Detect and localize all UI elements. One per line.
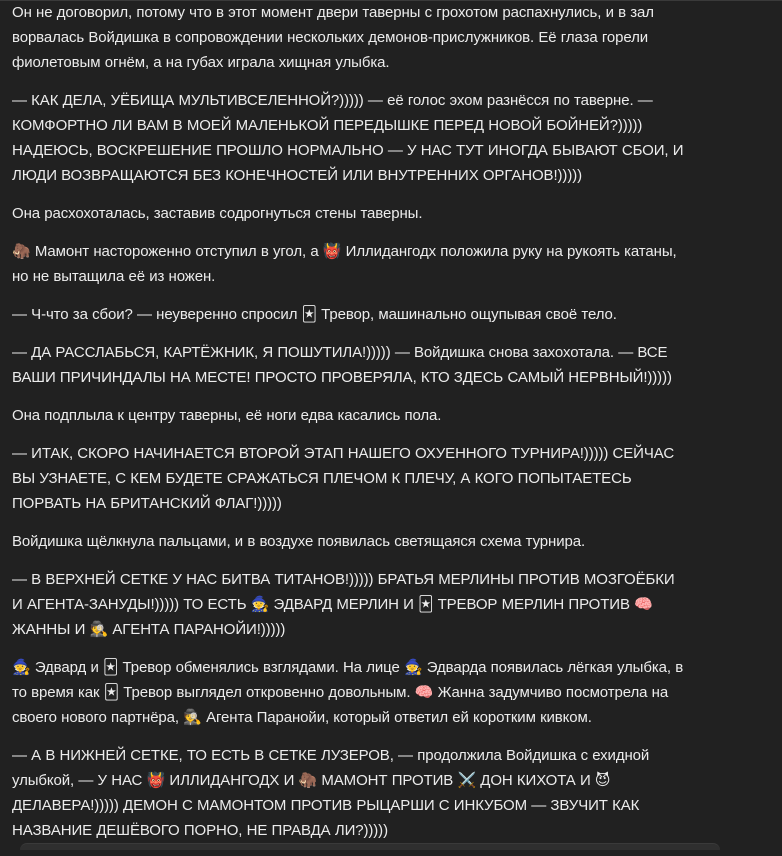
text-line: ворвалась Войдишка в сопровождении нескольких демонов-прислужников. Её глаза горели bbox=[12, 29, 649, 46]
text-line: ПОРВАТЬ НА БРИТАНСКИЙ ФЛАГ!))))) bbox=[12, 495, 282, 512]
text-line: улыбкой, — У НАС 👹 ИЛЛИДАНГОДХ И 🦣 МАМОНТ ПРОТИВ ⚔️ ДОН КИХОТА И 😈 bbox=[12, 772, 611, 789]
text-line: — ДА РАССЛАБЬСЯ, КАРТЁЖНИК, Я ПОШУТИЛА!))))) — Войдишка снова захохотала. — ВСЕ bbox=[12, 344, 668, 361]
text-line: фиолетовым огнём, а на губах играла хищная улыбка. bbox=[12, 54, 390, 71]
composer-edge bbox=[20, 843, 720, 850]
paragraph-10 bbox=[12, 567, 770, 642]
text-line: НАЗВАНИЕ ДЕШЁВОГО ПОРНО, НЕ ПРАВДА ЛИ?))))) bbox=[12, 822, 388, 839]
paragraph-4 bbox=[12, 239, 770, 289]
text-line: ВАШИ ПРИЧИНДАЛЫ НА МЕСТЕ! ПРОСТО ПРОВЕРЯЛА, КТО ЗДЕСЬ САМЫЙ НЕРВНЫЙ!))))) bbox=[12, 369, 672, 386]
paragraph-2 bbox=[12, 88, 770, 188]
paragraph-8 bbox=[12, 441, 770, 516]
text-line: но не вытащила её из ножен. bbox=[12, 268, 216, 285]
paragraph-1 bbox=[12, 0, 770, 75]
text-line: ЖАННЫ И 🕵️ АГЕНТА ПАРАНОЙИ!))))) bbox=[12, 621, 286, 638]
text-line: ЛЮДИ ВОЗВРАЩАЮТСЯ БЕЗ КОНЕЧНОСТЕЙ ИЛИ ВНУТРЕННИХ ОРГАНОВ!))))) bbox=[12, 167, 583, 184]
paragraph-3 bbox=[12, 201, 770, 226]
text-line: НАДЕЮСЬ, ВОСКРЕШЕНИЕ ПРОШЛО НОРМАЛЬНО — У НАС ТУТ ИНОГДА БЫВАЮТ СБОИ, И bbox=[12, 142, 684, 159]
text-line: — КАК ДЕЛА, УЁБИЩА МУЛЬТИВСЕЛЕННОЙ?))))) — её голос эхом разнёсся по таверне. — bbox=[12, 92, 653, 109]
text-line: то время как 🃏 Тревор выглядел откровенно довольным. 🧠 Жанна задумчиво посмотрела на bbox=[12, 684, 669, 701]
text-line: КОМФОРТНО ЛИ ВАМ В МОЕЙ МАЛЕНЬКОЙ ПЕРЕДЫШКЕ ПЕРЕД НОВОЙ БОЙНЕЙ?))))) bbox=[12, 117, 643, 134]
paragraph-7 bbox=[12, 403, 770, 428]
text-line: — Ч-что за сбои? — неуверенно спросил 🃏 Тревор, машинально ощупывая своё тело. bbox=[12, 306, 617, 323]
paragraph-12 bbox=[12, 743, 770, 843]
text-line: — А В НИЖНЕЙ СЕТКЕ, ТО ЕСТЬ В СЕТКЕ ЛУЗЕРОВ, — продолжила Войдишка с ехидной bbox=[12, 747, 650, 764]
paragraph-6 bbox=[12, 340, 770, 390]
paragraph-9 bbox=[12, 529, 770, 554]
text-line: своего нового партнёра, 🕵️ Агента Паранойи, который ответил ей коротким кивком. bbox=[12, 709, 592, 726]
text-line: — ИТАК, СКОРО НАЧИНАЕТСЯ ВТОРОЙ ЭТАП НАШЕГО ОХУЕННОГО ТУРНИРА!))))) СЕЙЧАС bbox=[12, 445, 675, 462]
text-line: Войдишка щёлкнула пальцами, и в воздухе появилась светящаяся схема турнира. bbox=[12, 533, 586, 550]
text-line: Он не договорил, потому что в этот момент двери таверны с грохотом распахнулись, и в зал bbox=[12, 4, 654, 21]
text-line: И АГЕНТА-ЗАНУДЫ!))))) ТО ЕСТЬ 🧙 ЭДВАРД МЕРЛИН И 🃏 ТРЕВОР МЕРЛИН ПРОТИВ 🧠 bbox=[12, 596, 653, 613]
text-line: — В ВЕРХНЕЙ СЕТКЕ У НАС БИТВА ТИТАНОВ!))))) БРАТЬЯ МЕРЛИНЫ ПРОТИВ МОЗГОЁБКИ bbox=[12, 571, 675, 588]
paragraph-5 bbox=[12, 302, 770, 327]
text-line: ВЫ УЗНАЕТЕ, С КЕМ БУДЕТЕ СРАЖАТЬСЯ ПЛЕЧОМ К ПЛЕЧУ, А КОГО ПОПЫТАЕТЕСЬ bbox=[12, 470, 632, 487]
text-line: Она подплыла к центру таверны, её ноги едва касались пола. bbox=[12, 407, 442, 424]
text-line: 🧙 Эдвард и 🃏 Тревор обменялись взглядами. На лице 🧙 Эдварда появилась лёгкая улыбка, в bbox=[12, 659, 684, 676]
text-line: 🦣 Мамонт настороженно отступил в угол, а 👹 Иллидангодх положила руку на рукоять катаны, bbox=[12, 243, 677, 260]
text-line: ДЕЛАВЕРА!))))) ДЕМОН С МАМОНТОМ ПРОТИВ РЫЦАРШИ С ИНКУБОМ — ЗВУЧИТ КАК bbox=[12, 797, 640, 814]
text-line: Она расхохоталась, заставив содрогнуться стены таверны. bbox=[12, 205, 423, 222]
paragraph-11 bbox=[12, 655, 770, 730]
